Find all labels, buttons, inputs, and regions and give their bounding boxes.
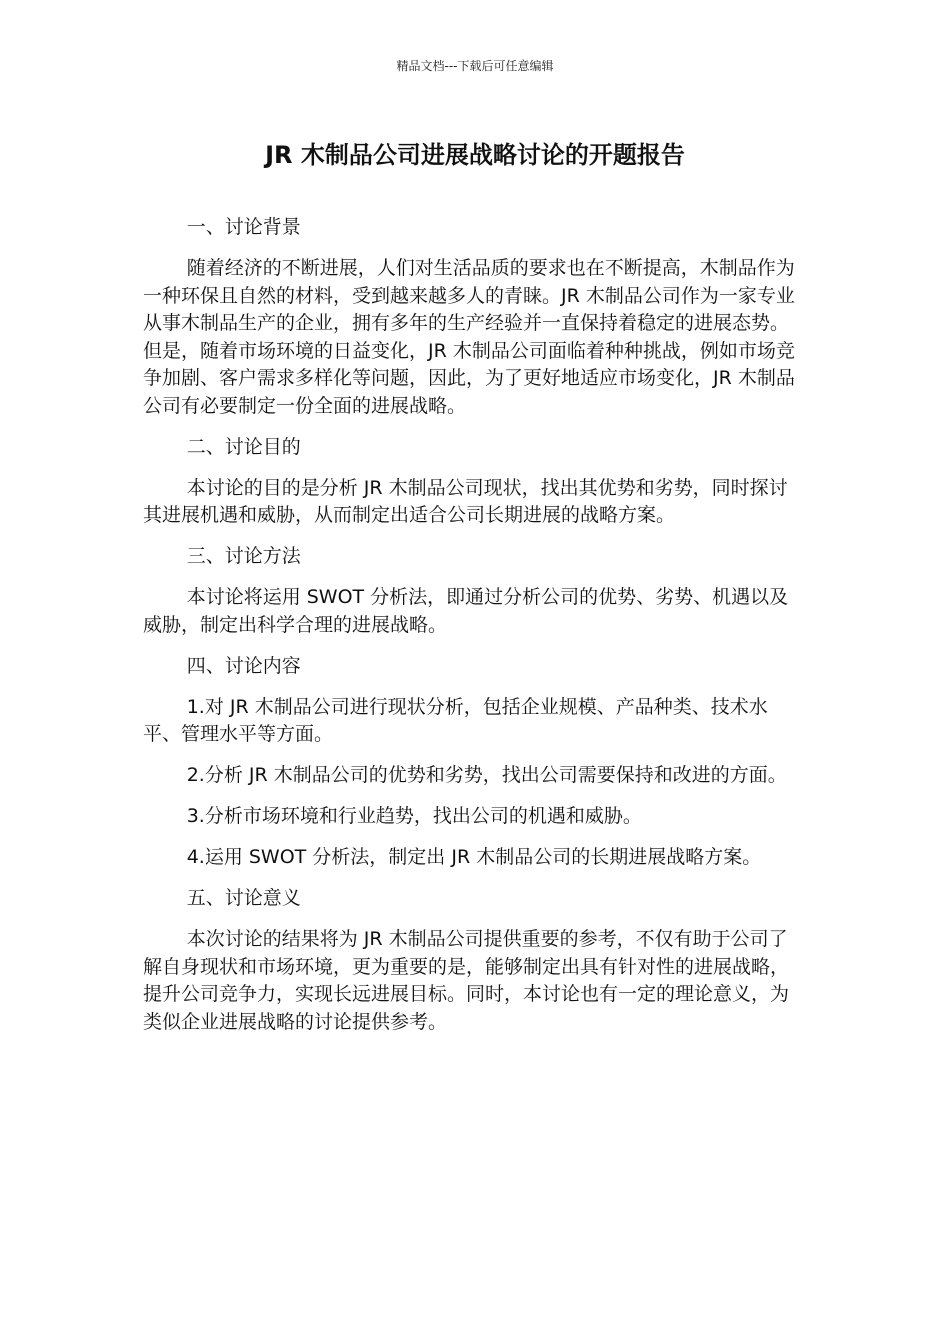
- page-header-note: 精品文档---下载后可任意编辑: [396, 59, 554, 73]
- paragraph-purpose: 本讨论的目的是分析 JR 木制品公司现状，找出其优势和劣势，同时探讨其进展机遇和威胁，从而制定出适合公司长期进展的战略方案。: [143, 476, 788, 526]
- document-body: [143, 214, 803, 1050]
- section-heading-content: 四、讨论内容: [186, 654, 301, 677]
- document-title: JR 木制品公司进展战略讨论的开题报告: [265, 141, 685, 169]
- paragraph-significance: 本次讨论的结果将为 JR 木制品公司提供重要的参考，不仅有助于公司了解自身现状和市场环境，更为重要的是，能够制定出具有针对性的进展战略，提升公司竞争力，实现长远进展目标。同时，本讨论也有一定的理论意义，为类似企业进展战略的讨论提供参考。: [143, 928, 790, 1033]
- section-heading-purpose: 二、讨论目的: [186, 435, 301, 458]
- section-heading-significance: 五、讨论意义: [186, 887, 301, 909]
- paragraph-background: 随着经济的不断进展，人们对生活品质的要求也在不断提高，木制品作为一种环保且自然的材料，受到越来越多人的青睐。JR 木制品公司作为一家专业从事木制品生产的企业，拥有多年的生产经验并一直保持着稳定的进展态势。但是，随着市场环境的日益变化，JR 木制品公司面临着种种挑战，例如市场竞争加剧、客户需求多样化等问题，因此，为了更好地适应市场变化，JR 木制品公司有必要制定一份全面的进展战略。: [143, 257, 795, 417]
- list-item-content-3: 3.分析市场环境和行业趋势，找出公司的机遇和威胁。: [186, 805, 642, 827]
- section-heading-method: 三、讨论方法: [186, 545, 301, 567]
- paragraph-method: 本讨论将运用 SWOT 分析法，即通过分析公司的优势、劣势、机遇以及威胁，制定出科学合理的进展战略。: [143, 586, 789, 636]
- list-item-content-1: 1.对 JR 木制品公司进行现状分析，包括企业规模、产品种类、技术水平、管理水平等方面。: [143, 695, 768, 745]
- list-item-content-4: 4.运用 SWOT 分析法，制定出 JR 木制品公司的长期进展战略方案。: [186, 846, 762, 868]
- list-item-content-2: 2.分析 JR 木制品公司的优势和劣势，找出公司需要保持和改进的方面。: [186, 764, 787, 786]
- section-heading-background: 一、讨论背景: [186, 216, 301, 238]
